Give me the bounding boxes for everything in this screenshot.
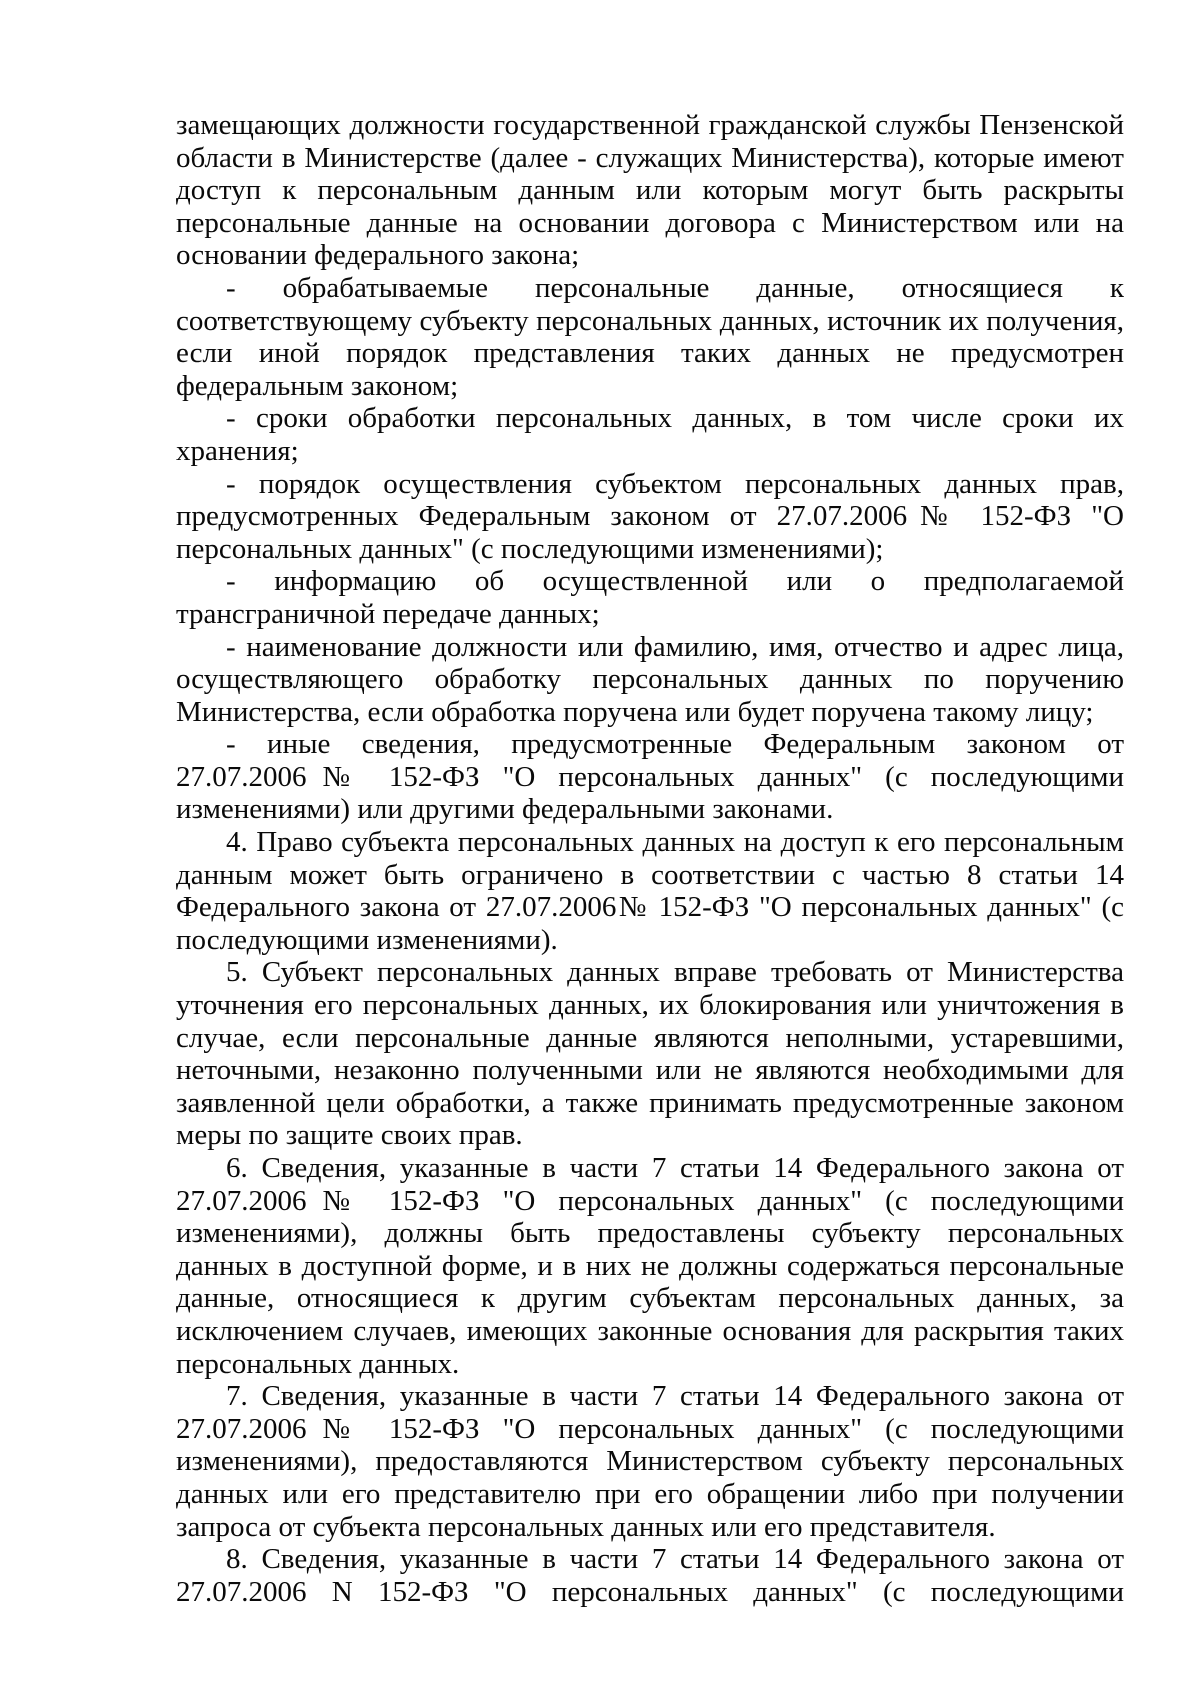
clause-4: 4. Право субъекта персональных данных на доступ к его персональным данным может быть ограничено в соответствии с частью 8 статьи 14 Федерального закона от 27.07.2006№ 152-ФЗ "О персональных данных" (с последующими изменениями). bbox=[176, 826, 1124, 956]
list-item-processing-terms: - сроки обработки персональных данных, в том числе сроки их хранения; bbox=[176, 402, 1124, 467]
paragraph-continuation: замещающих должности государственной гражданской службы Пензенской области в Министерстве (далее - служащих Министерства), которые имеют доступ к персональным данным или которым могут быть раскрыты персональные данные на основании договора с Министерством или на основании федерального закона; bbox=[176, 109, 1124, 272]
clause-5: 5. Субъект персональных данных вправе требовать от Министерства уточнения его персональных данных, их блокирования или уничтожения в случае, если персональные данные являются неполными, устаревшими, неточными, незаконно полученными или не являются необходимыми для заявленной цели обработки, а также принимать предусмотренные законом меры по защите своих прав. bbox=[176, 956, 1124, 1152]
clause-7: 7. Сведения, указанные в части 7 статьи 14 Федерального закона от 27.07.2006№ 152-ФЗ "О персональных данных" (с последующими изменениями), предоставляются Министерством субъекту персональных данных или его представителю при его обращении либо при получении запроса от субъекта персональных данных или его представителя. bbox=[176, 1380, 1124, 1543]
document-page bbox=[176, 109, 1124, 1608]
list-item-processor-details: - наименование должности или фамилию, имя, отчество и адрес лица, осуществляющего обработку персональных данных по поручению Министерства, если обработка поручена или будет поручена такому лицу; bbox=[176, 630, 1124, 728]
clause-6: 6. Сведения, указанные в части 7 статьи 14 Федерального закона от 27.07.2006№ 152-ФЗ "О персональных данных" (с последующими изменениями), должны быть предоставлены субъекту персональных данных в доступной форме, и в них не должны содержаться персональные данные, относящиеся к другим субъектам персональных данных, за исключением случаев, имеющих законные основания для раскрытия таких персональных данных. bbox=[176, 1152, 1124, 1380]
list-item-rights-procedure: - порядок осуществления субъектом персональных данных прав, предусмотренных Федеральным законом от 27.07.2006№ 152-ФЗ "О персональных данных" (с последующими изменениями); bbox=[176, 467, 1124, 565]
clause-8: 8. Сведения, указанные в части 7 статьи 14 Федерального закона от 27.07.2006 N 152-ФЗ "О персональных данных" (с последующими bbox=[176, 1543, 1124, 1608]
list-item-cross-border-transfer: - информацию об осуществленной или о предполагаемой трансграничной передаче данных; bbox=[176, 565, 1124, 630]
list-item-other-information: - иные сведения, предусмотренные Федеральным законом от 27.07.2006№ 152-ФЗ "О персональных данных" (с последующими изменениями) или другими федеральными законами. bbox=[176, 728, 1124, 826]
list-item-processed-data: - обрабатываемые персональные данные, относящиеся к соответствующему субъекту персональных данных, источник их получения, если иной порядок представления таких данных не предусмотрен федеральным законом; bbox=[176, 271, 1124, 402]
